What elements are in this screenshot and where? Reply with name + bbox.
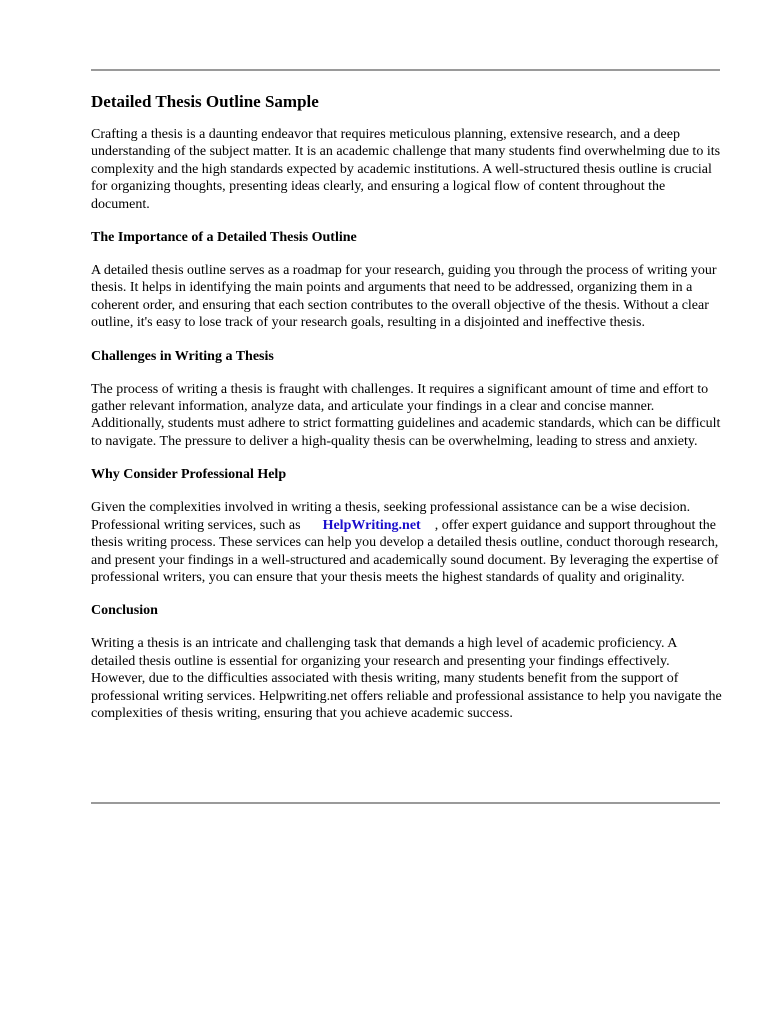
top-divider	[91, 69, 720, 71]
section-body-importance: A detailed thesis outline serves as a roadmap for your research, guiding you through the process of writing your thesis. It helps in identifying the main points and arguments that need to be addressed, organizing them in a coherent order, and ensuring that each section contributes to the overall objective of the thesis. Without a clear outline, it's easy to lose track of your research goals, resulting in a disjointed and ineffective thesis.	[91, 263, 717, 331]
section-body-challenges: The process of writing a thesis is fraught with challenges. It requires a significant amount of time and effort to gather relevant information, analyze data, and articulate your findings in a clear and concise manner. Additionally, students must adhere to strict formatting guidelines and academic standards, which can be difficult to navigate. The pressure to deliver a high-quality thesis can be overwhelming, leading to stress and anxiety.	[91, 381, 721, 449]
professional-help-text-after-link: , offer expert guidance and support throughout the thesis writing process. These services can help you develop a detailed thesis outline, conduct thorough research, and present your findings in a well-structured and academically sound document. By leveraging the expertise of professional writers, you can ensure that your thesis meets the highest standards of quality and originality.	[91, 517, 719, 585]
section-heading-professional-help: Why Consider Professional Help	[91, 467, 287, 483]
section-body-conclusion: Writing a thesis is an intricate and challenging task that demands a high level of academic proficiency. A detailed thesis outline is essential for organizing your research and presenting your findings effectively. However, due to the difficulties associated with thesis writing, many students benefit from the support of professional writing services. Helpwriting.net offers reliable and professional assistance to help you navigate the complexities of thesis writing, ensuring that you achieve academic success.	[91, 636, 722, 721]
helpwriting-link[interactable]: HelpWriting.net	[322, 517, 421, 533]
bottom-divider	[91, 802, 720, 804]
section-heading-conclusion: Conclusion	[91, 603, 158, 619]
section-heading-challenges: Challenges in Writing a Thesis	[91, 348, 274, 364]
intro-paragraph: Crafting a thesis is a daunting endeavor that requires meticulous planning, extensive research, and a deep understanding of the subject matter. It is an academic challenge that many students find overwhelming due to its complexity and the high standards expected by academic institutions. A well-structured thesis outline is crucial for organizing thoughts, presenting ideas clearly, and ensuring a logical flow of content throughout the document.	[91, 127, 721, 212]
section-body-professional-help	[91, 499, 723, 586]
professional-help-text-before-link: Given the complexities involved in writing a thesis, seeking professional assistance can be a wise decision. Professional writing services, such as	[91, 500, 691, 533]
document-title: Detailed Thesis Outline Sample	[91, 92, 319, 111]
section-heading-importance: The Importance of a Detailed Thesis Outline	[91, 230, 357, 246]
document-body	[91, 91, 723, 738]
